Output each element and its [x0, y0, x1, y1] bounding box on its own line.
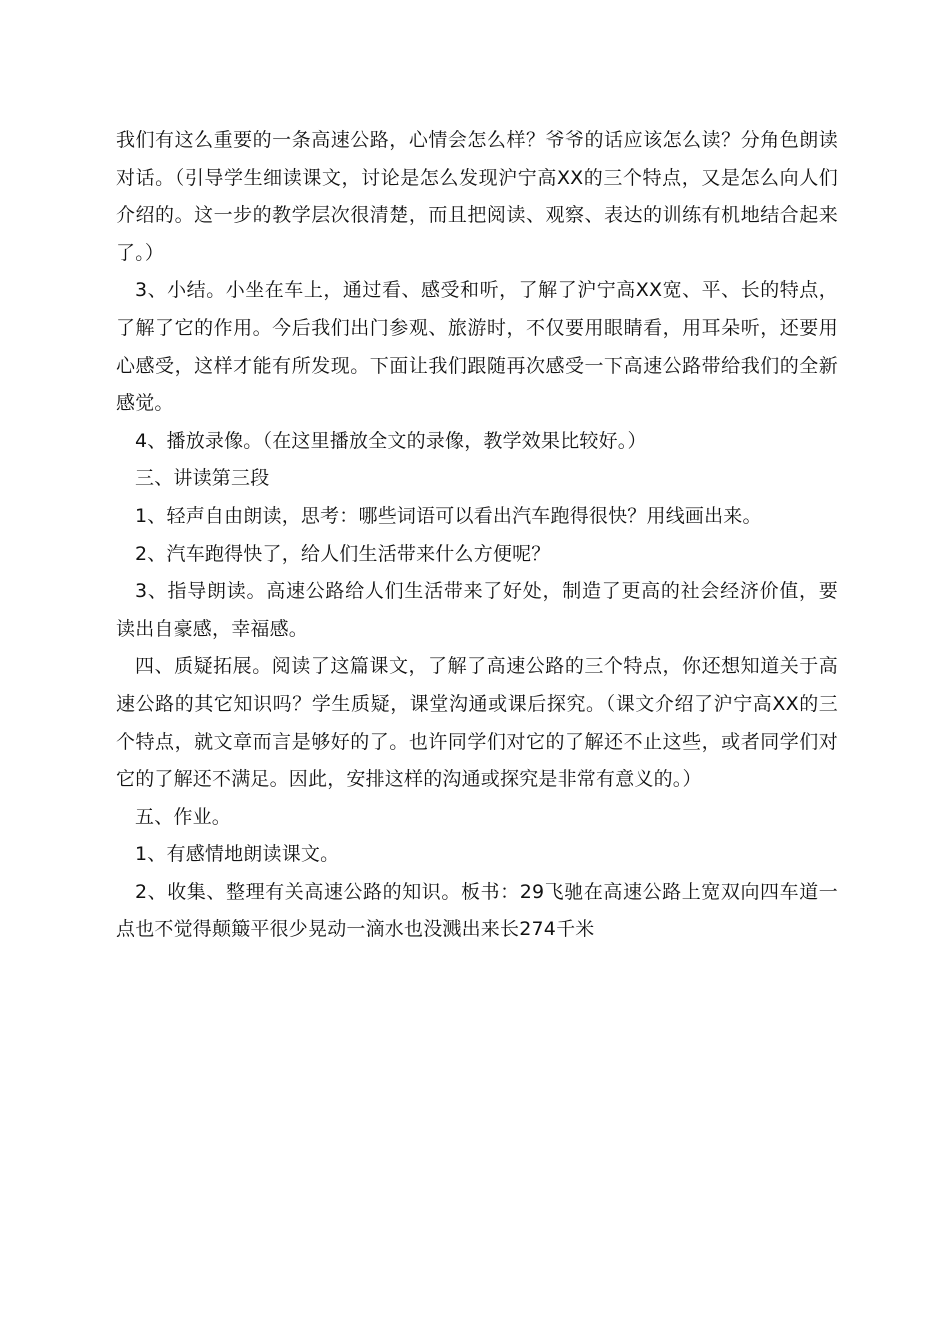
document-body	[116, 122, 838, 949]
paragraph-summary: 3、小结。小坐在车上，通过看、感受和听，了解了沪宁高XX宽、平、长的特点，了解了它的作用。今后我们出门参观、旅游时，不仅要用眼睛看，用耳朵听，还要用心感受，这样才能有所发现。下面让我们跟随再次感受一下高速公路带给我们的全新感觉。	[116, 279, 838, 415]
paragraph-continuation: 我们有这么重要的一条高速公路，心情会怎么样？爷爷的话应该怎么读？分角色朗读对话。（引导学生细读课文，讨论是怎么发现沪宁高XX的三个特点，又是怎么向人们介绍的。这一步的教学层次很清楚，而且把阅读、观察、表达的训练有机地结合起来了。）	[116, 129, 838, 264]
paragraph-play-video: 4、播放录像。（在这里播放全文的录像，教学效果比较好。）	[135, 429, 647, 452]
paragraph-guided-reading: 3、指导朗读。高速公路给人们生活带来了好处，制造了更高的社会经济价值，要读出自豪感，幸福感。	[116, 580, 838, 640]
paragraph-homework-2: 2、收集、整理有关高速公路的知识。板书：29飞驰在高速公路上宽双向四车道一点也不觉得颠簸平很少晃动一滴水也没溅出来长274千米	[116, 880, 838, 941]
paragraph-homework-1: 1、有感情地朗读课文。	[135, 843, 340, 866]
paragraph-read-aloud: 1、轻声自由朗读，思考：哪些词语可以看出汽车跑得很快？用线画出来。	[135, 504, 762, 527]
paragraph-extension: 四、质疑拓展。阅读了这篇课文，了解了高速公路的三个特点，你还想知道关于高速公路的其它知识吗？学生质疑，课堂沟通或课后探究。（课文介绍了沪宁高XX的三个特点，就文章而言是够好的了。也许同学们对它的了解还不止这些，或者同学们对它的了解还不满足。因此，安排这样的沟通或探究是非常有意义的。）	[116, 655, 838, 791]
paragraph-question: 2、汽车跑得快了，给人们生活带来什么方便呢？	[135, 542, 551, 565]
section-heading-homework: 五、作业。	[135, 805, 232, 828]
section-heading-third-part: 三、讲读第三段	[135, 467, 270, 490]
